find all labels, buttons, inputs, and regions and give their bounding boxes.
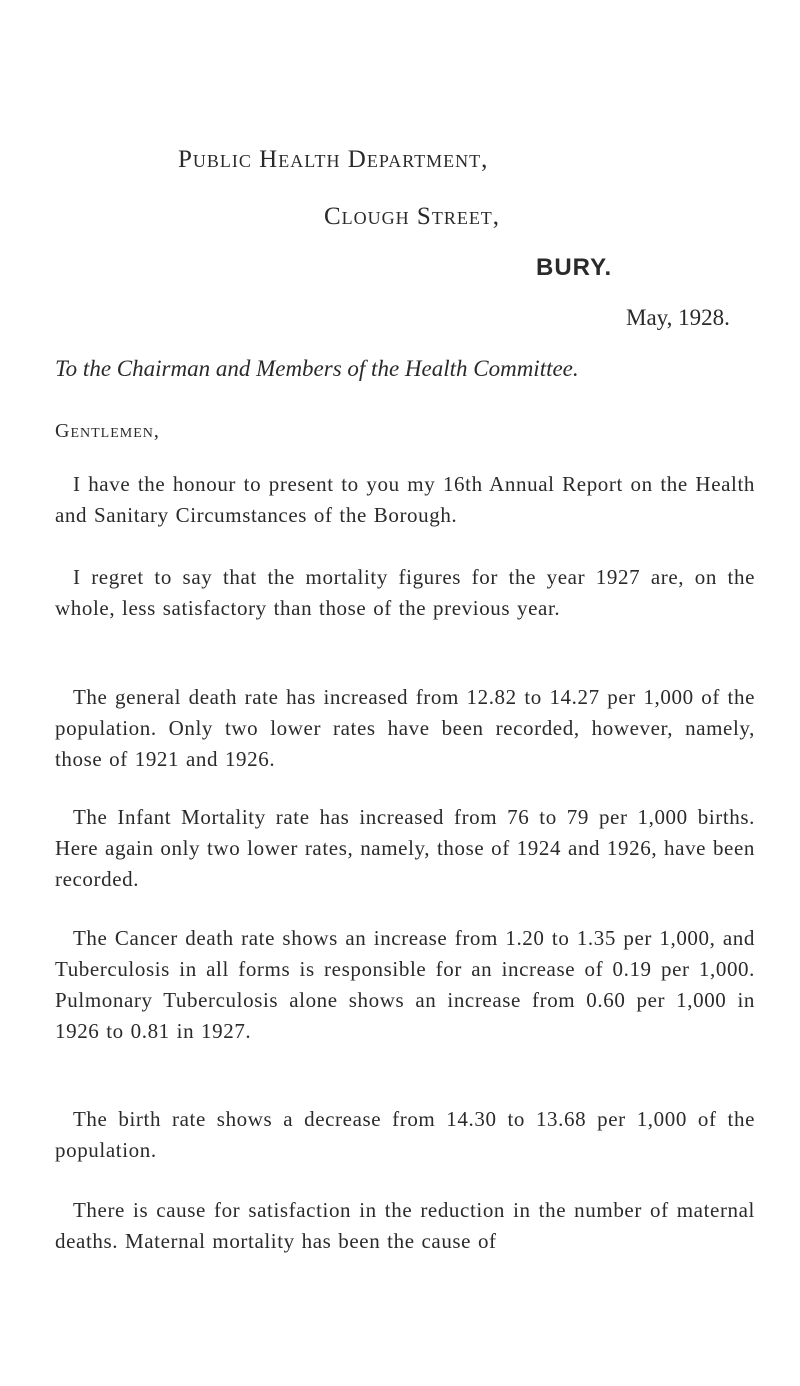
letter-date: May, 1928.	[626, 305, 730, 330]
paragraph	[55, 682, 755, 775]
paragraph-text: The birth rate shows a decrease from 14.30 to 13.68 per 1,000 of the population.	[55, 1107, 755, 1162]
salutation: Gentlemen,	[55, 420, 160, 442]
street-address: Clough Street,	[324, 203, 501, 230]
paragraph-text: I regret to say that the mortality figures for the year 1927 are, on the whole, less satisfactory than those of the previous year.	[55, 565, 755, 620]
paragraph-text: The Cancer death rate shows an increase from 1.20 to 1.35 per 1,000, and Tuberculosis in all forms is responsible for an increase of 0.19 per 1,000. Pulmonary Tuberculosis alone shows an increase from 0.60 per 1,000 in 1926 to 0.81 in 1927.	[55, 926, 755, 1043]
paragraph-text: I have the honour to present to you my 16th Annual Report on the Health and Sanitary Circumstances of the Borough.	[55, 472, 755, 527]
paragraph	[55, 1104, 755, 1166]
paragraph-text: There is cause for satisfaction in the reduction in the number of maternal deaths. Maternal mortality has been the cause of	[55, 1198, 755, 1253]
department-heading: Public Health Department,	[178, 146, 489, 173]
addressee-line: To the Chairman and Members of the Health Committee.	[55, 356, 579, 381]
paragraph	[55, 802, 755, 895]
paragraph	[55, 469, 755, 531]
paragraph-text: The general death rate has increased from 12.82 to 14.27 per 1,000 of the population. Only two lower rates have been recorded, however, namely, those of 1921 and 1926.	[55, 685, 755, 771]
paragraph	[55, 923, 755, 1047]
town-name: BURY.	[536, 254, 613, 281]
paragraph	[55, 1195, 755, 1257]
paragraph-text: The Infant Mortality rate has increased from 76 to 79 per 1,000 births. Here again only two lower rates, namely, those of 1924 and 1926, have been recorded.	[55, 805, 755, 891]
paragraph	[55, 562, 755, 624]
